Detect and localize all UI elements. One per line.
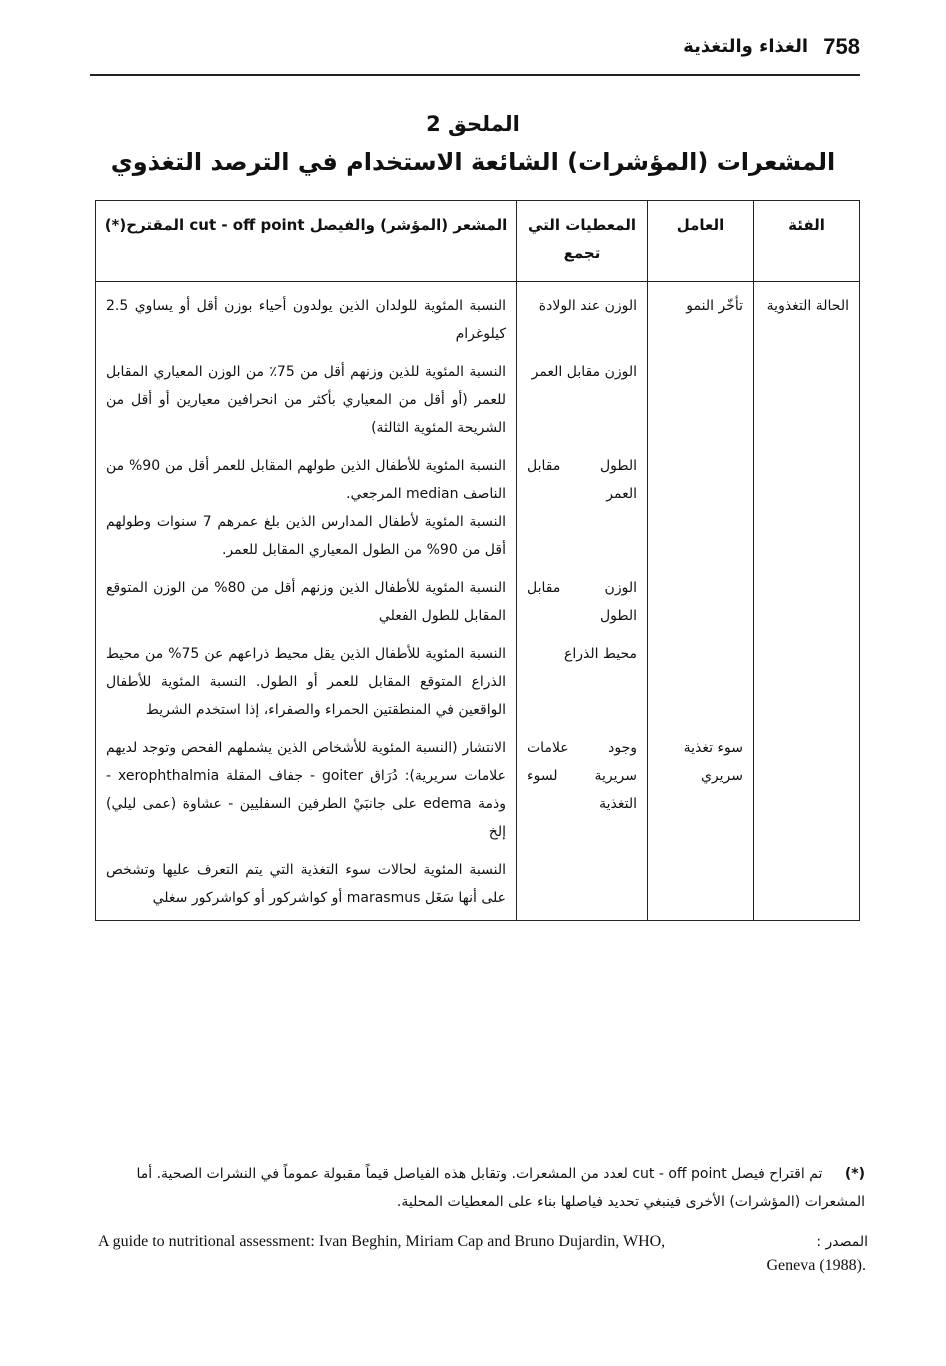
table-row: [96, 630, 860, 724]
page-header: [90, 28, 860, 76]
data-cell: الطول مقابل العمر: [517, 442, 648, 508]
running-title: الغذاء والتغذية: [683, 36, 808, 57]
factor-cell: [648, 442, 754, 508]
footnote-mark: (*): [844, 1166, 865, 1182]
table-row: [96, 348, 860, 442]
footnote-text: تم اقتراح فيصل cut - off point لعدد من المشعرات. وتقابل هذه الفياصل قيماً مقبولة عموماً في النشرات الصحية. أما المشعرات (المؤشرات) الأخرى فينبغي تحديد فياصلها بناء على المعطيات المحلية.: [136, 1166, 865, 1210]
factor-cell: [648, 508, 754, 564]
data-cell: الوزن مقابل العمر: [517, 348, 648, 442]
data-cell: وجود علامات سريرية لسوء التغذية: [517, 724, 648, 846]
appendix-title: المشعرات (المؤشرات) الشائعة الاستخدام في الترصد التغذوي: [110, 148, 836, 176]
data-cell: محيط الذراع: [517, 630, 648, 724]
indicator-cell: النسبة المئوية لأطفال المدارس الذين بلغ عمرهم 7 سنوات وطولهم أقل من 90% من الطول المعياري المقابل للعمر.: [96, 508, 517, 564]
indicator-cell: النسبة المئوية للولدان الذين يولدون أحياء بوزن أقل أو يساوي 2.5 كيلوغرام: [96, 282, 517, 349]
data-cell: الوزن عند الولادة: [517, 282, 648, 349]
table-row: [96, 564, 860, 630]
factor-cell: سوء تغذية سريري: [648, 724, 754, 846]
data-cell: [517, 846, 648, 921]
indicator-cell: النسبة المئوية للأطفال الذين يقل محيط ذراعهم عن 75% من محيط الذراع المتوقع المقابل للعمر أو الطول. النسبة المئوية للأطفال الواقعين في المنطقتين الحمراء والصفراء، إذا استخدم الشريط: [96, 630, 517, 724]
category-cell: [754, 846, 860, 921]
category-cell: [754, 724, 860, 846]
data-cell: الوزن مقابل الطول: [517, 564, 648, 630]
factor-cell: [648, 564, 754, 630]
indicator-cell: النسبة المئوية لحالات سوء التغذية التي يتم التعرف عليها وتشخص على أنها سَغَل marasmus أو كواشركور أو كواشركور سغلي: [96, 846, 517, 921]
category-cell: الحالة التغذوية: [754, 282, 860, 349]
source-city-year: Geneva (1988).: [766, 1257, 866, 1274]
indicator-cell: النسبة المئوية للذين وزنهم أقل من 75٪ من الوزن المعياري المقابل للعمر (أو أقل من المعياري بأكثر من انحرافين معيارين أو أقل من الشريحة المئوية الثالثة): [96, 348, 517, 442]
category-cell: [754, 564, 860, 630]
factor-cell: [648, 348, 754, 442]
category-cell: [754, 630, 860, 724]
source-label: المصدر :: [816, 1234, 868, 1250]
indicator-cell: النسبة المئوية للأطفال الذين وزنهم أقل من 80% من الوزن المتوقع المقابل للطول الفعلي: [96, 564, 517, 630]
indicator-cell: الانتشار (النسبة المئوية للأشخاص الذين يشملهم الفحص وتوجد لديهم علامات سريرية): دُرَاق goiter - جفاف المقلة xerophthalmia - وذمة edema على جانبَيْ الطرفين السفليين - عشاوة (عمى ليلي) إلخ: [96, 724, 517, 846]
table-row: [96, 846, 860, 921]
column-header-factor: العامل: [648, 201, 754, 282]
footnote: [95, 1160, 865, 1216]
factor-cell: [648, 846, 754, 921]
table-row: [96, 442, 860, 508]
table-header-row: [96, 201, 860, 282]
appendix-label: الملحق 2: [426, 112, 520, 136]
source-citation: [98, 1230, 868, 1278]
factor-cell: [648, 630, 754, 724]
factor-cell: تأخّر النمو: [648, 282, 754, 349]
indicator-cell: النسبة المئوية للأطفال الذين طولهم المقابل للعمر أقل من 90% من الناصف median المرجعي.: [96, 442, 517, 508]
category-cell: [754, 508, 860, 564]
page-number: 758: [823, 34, 860, 59]
category-cell: [754, 442, 860, 508]
table-row: [96, 724, 860, 846]
indicator-table: [95, 200, 860, 921]
data-cell: [517, 508, 648, 564]
column-header-category: الفئة: [754, 201, 860, 282]
table-row: [96, 508, 860, 564]
column-header-indicator: المشعر (المؤشر) والفيصل cut - off point المقترح(*): [96, 201, 517, 282]
table-row: [96, 282, 860, 349]
category-cell: [754, 348, 860, 442]
source-reference: A guide to nutritional assessment: Ivan Beghin, Miriam Cap and Bruno Dujardin, WHO,: [98, 1233, 666, 1250]
column-header-data-collected: المعطيات التي تجمع: [517, 201, 648, 282]
